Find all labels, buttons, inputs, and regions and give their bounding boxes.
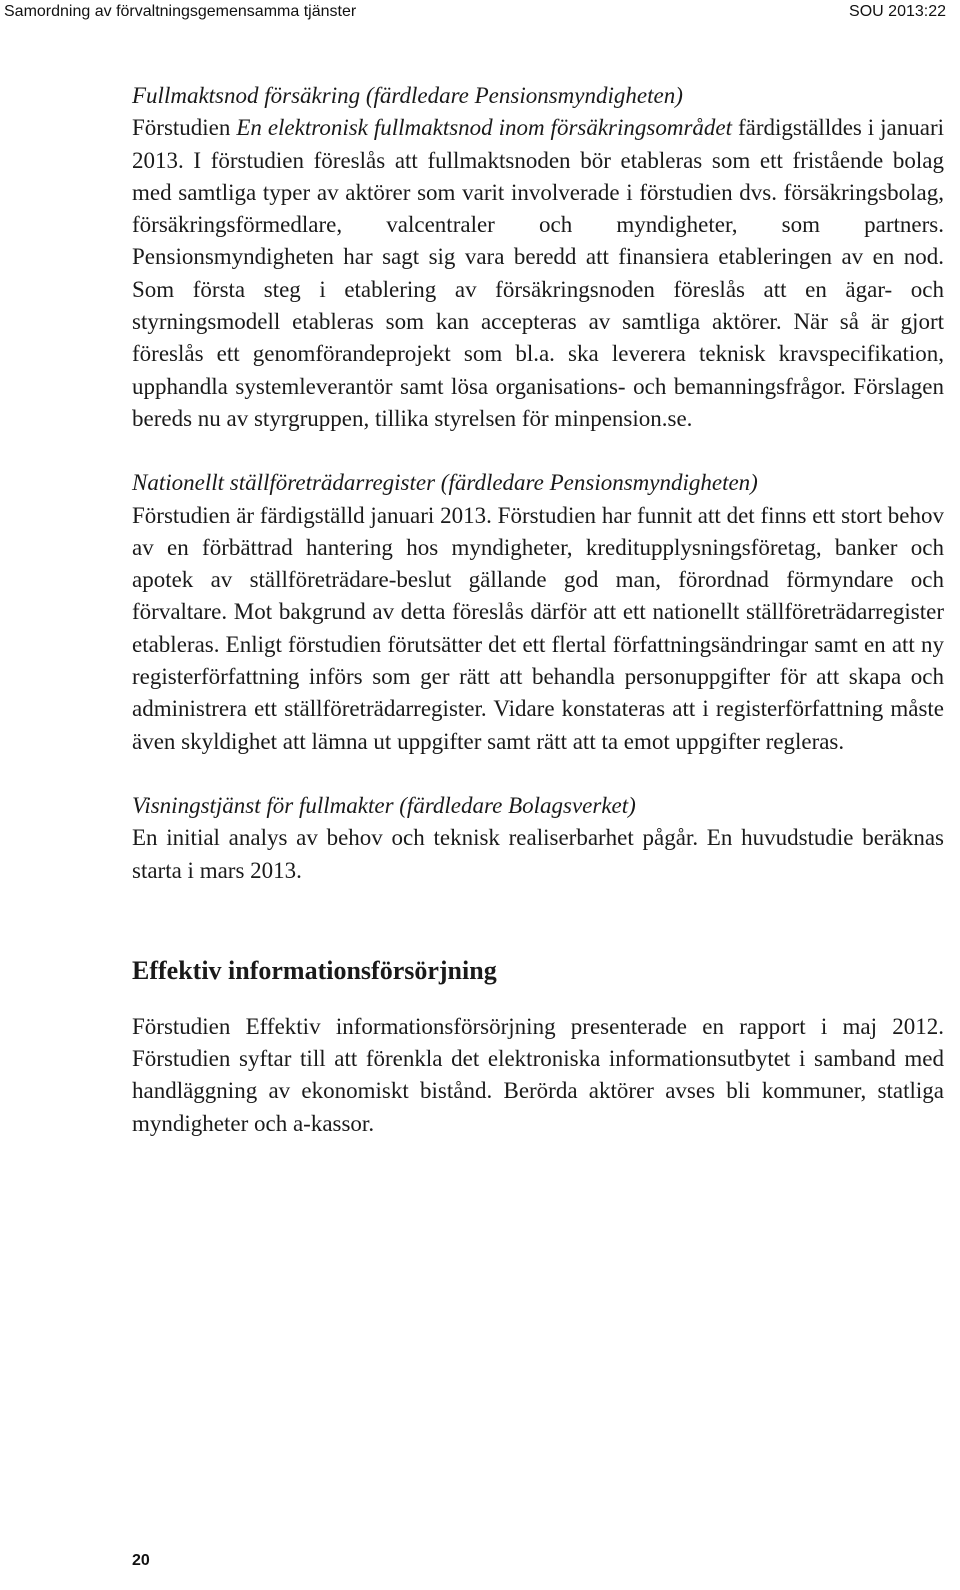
study-title: En elektronisk fullmaktsnod inom försäkringsområdet [236,115,733,141]
section-title: Fullmaktsnod försäkring (färdledare Pensionsmyndigheten) [132,83,683,108]
section-title: Visningstjänst för fullmakter (färdledare Bolagsverket) [132,792,636,818]
header-title: Samordning av förvaltningsgemensamma tjänster [4,3,357,20]
section-stallforetradarregister [132,467,944,758]
page-number: 20 [132,1552,150,1569]
paragraph-prefix: Förstudien [132,115,237,141]
section-visningstjanst [132,790,944,887]
section-paragraph [132,112,944,435]
section-heading: Effektiv informationsförsörjning [132,955,497,985]
section-paragraph: Förstudien är färdigställd januari 2013. Förstudien har funnit att det finns ett stort behov av en förbättrad hantering hos myndigheter, kreditupplysningsföretag, banker och apotek av ställföreträdare-beslut gällande god man, förordnad förmyndare och förvaltare. Mot bakgrund av detta föreslås därför att ett nationellt ställföreträdarregister etableras. Enligt förstudien förutsätter det ett flertal författningsändringar samt en att ny registerförfattning införs som ger rätt att behandla personuppgifter för att skapa och administrera ett ställföreträdarregister. Vidare konstateras att i registerförfattning måste även skyldighet att lämna ut uppgifter samt rätt att ta emot uppgifter regleras. [132,502,944,754]
section-title: Nationellt ställföreträdarregister (färdledare Pensionsmyndigheten) [132,470,758,496]
section-paragraph: En initial analys av behov och teknisk realiserbarhet pågår. En huvudstudie beräknas starta i mars 2013. [132,825,944,883]
page-body [132,80,944,1140]
paragraph-text: färdigställdes i januari 2013. I förstudien föreslås att fullmaktsnoden bör etableras som ett fristående bolag med samtliga typer av aktörer som varit involverade i förstudien dvs. försäkringsbolag, försäkringsförmedlare, valcentraler och myndigheter, som partners. Pensionsmyndigheten har sagt sig vara beredd att finansiera etableringen av en nod. Som första steg i etablering av försäkringsnoden föreslås att en ägar- och styrningsmodell etableras som kan accepteras av samtliga aktörer. När så är gjort föreslås ett genomförandeprojekt som bl.a. ska leverera teknisk kravspecifikation, upphandla systemleverantör samt lösa organisations- och bemanningsfrågor. Förslagen bereds nu av styrgruppen, tillika styrelsen för minpension.se. [132,115,945,431]
heading-paragraph: Förstudien Effektiv informationsförsörjning presenterade en rapport i maj 2012. Förstudien syftar till att förenkla det elektroniska informationsutbytet i samband med handläggning av ekonomiskt bistånd. Berörda aktörer avses bli kommuner, statliga myndigheter och a-kassor. [132,1013,944,1136]
running-header [0,0,960,26]
section-fullmaktsnod [132,80,944,435]
header-report-id: SOU 2013:22 [849,3,946,20]
